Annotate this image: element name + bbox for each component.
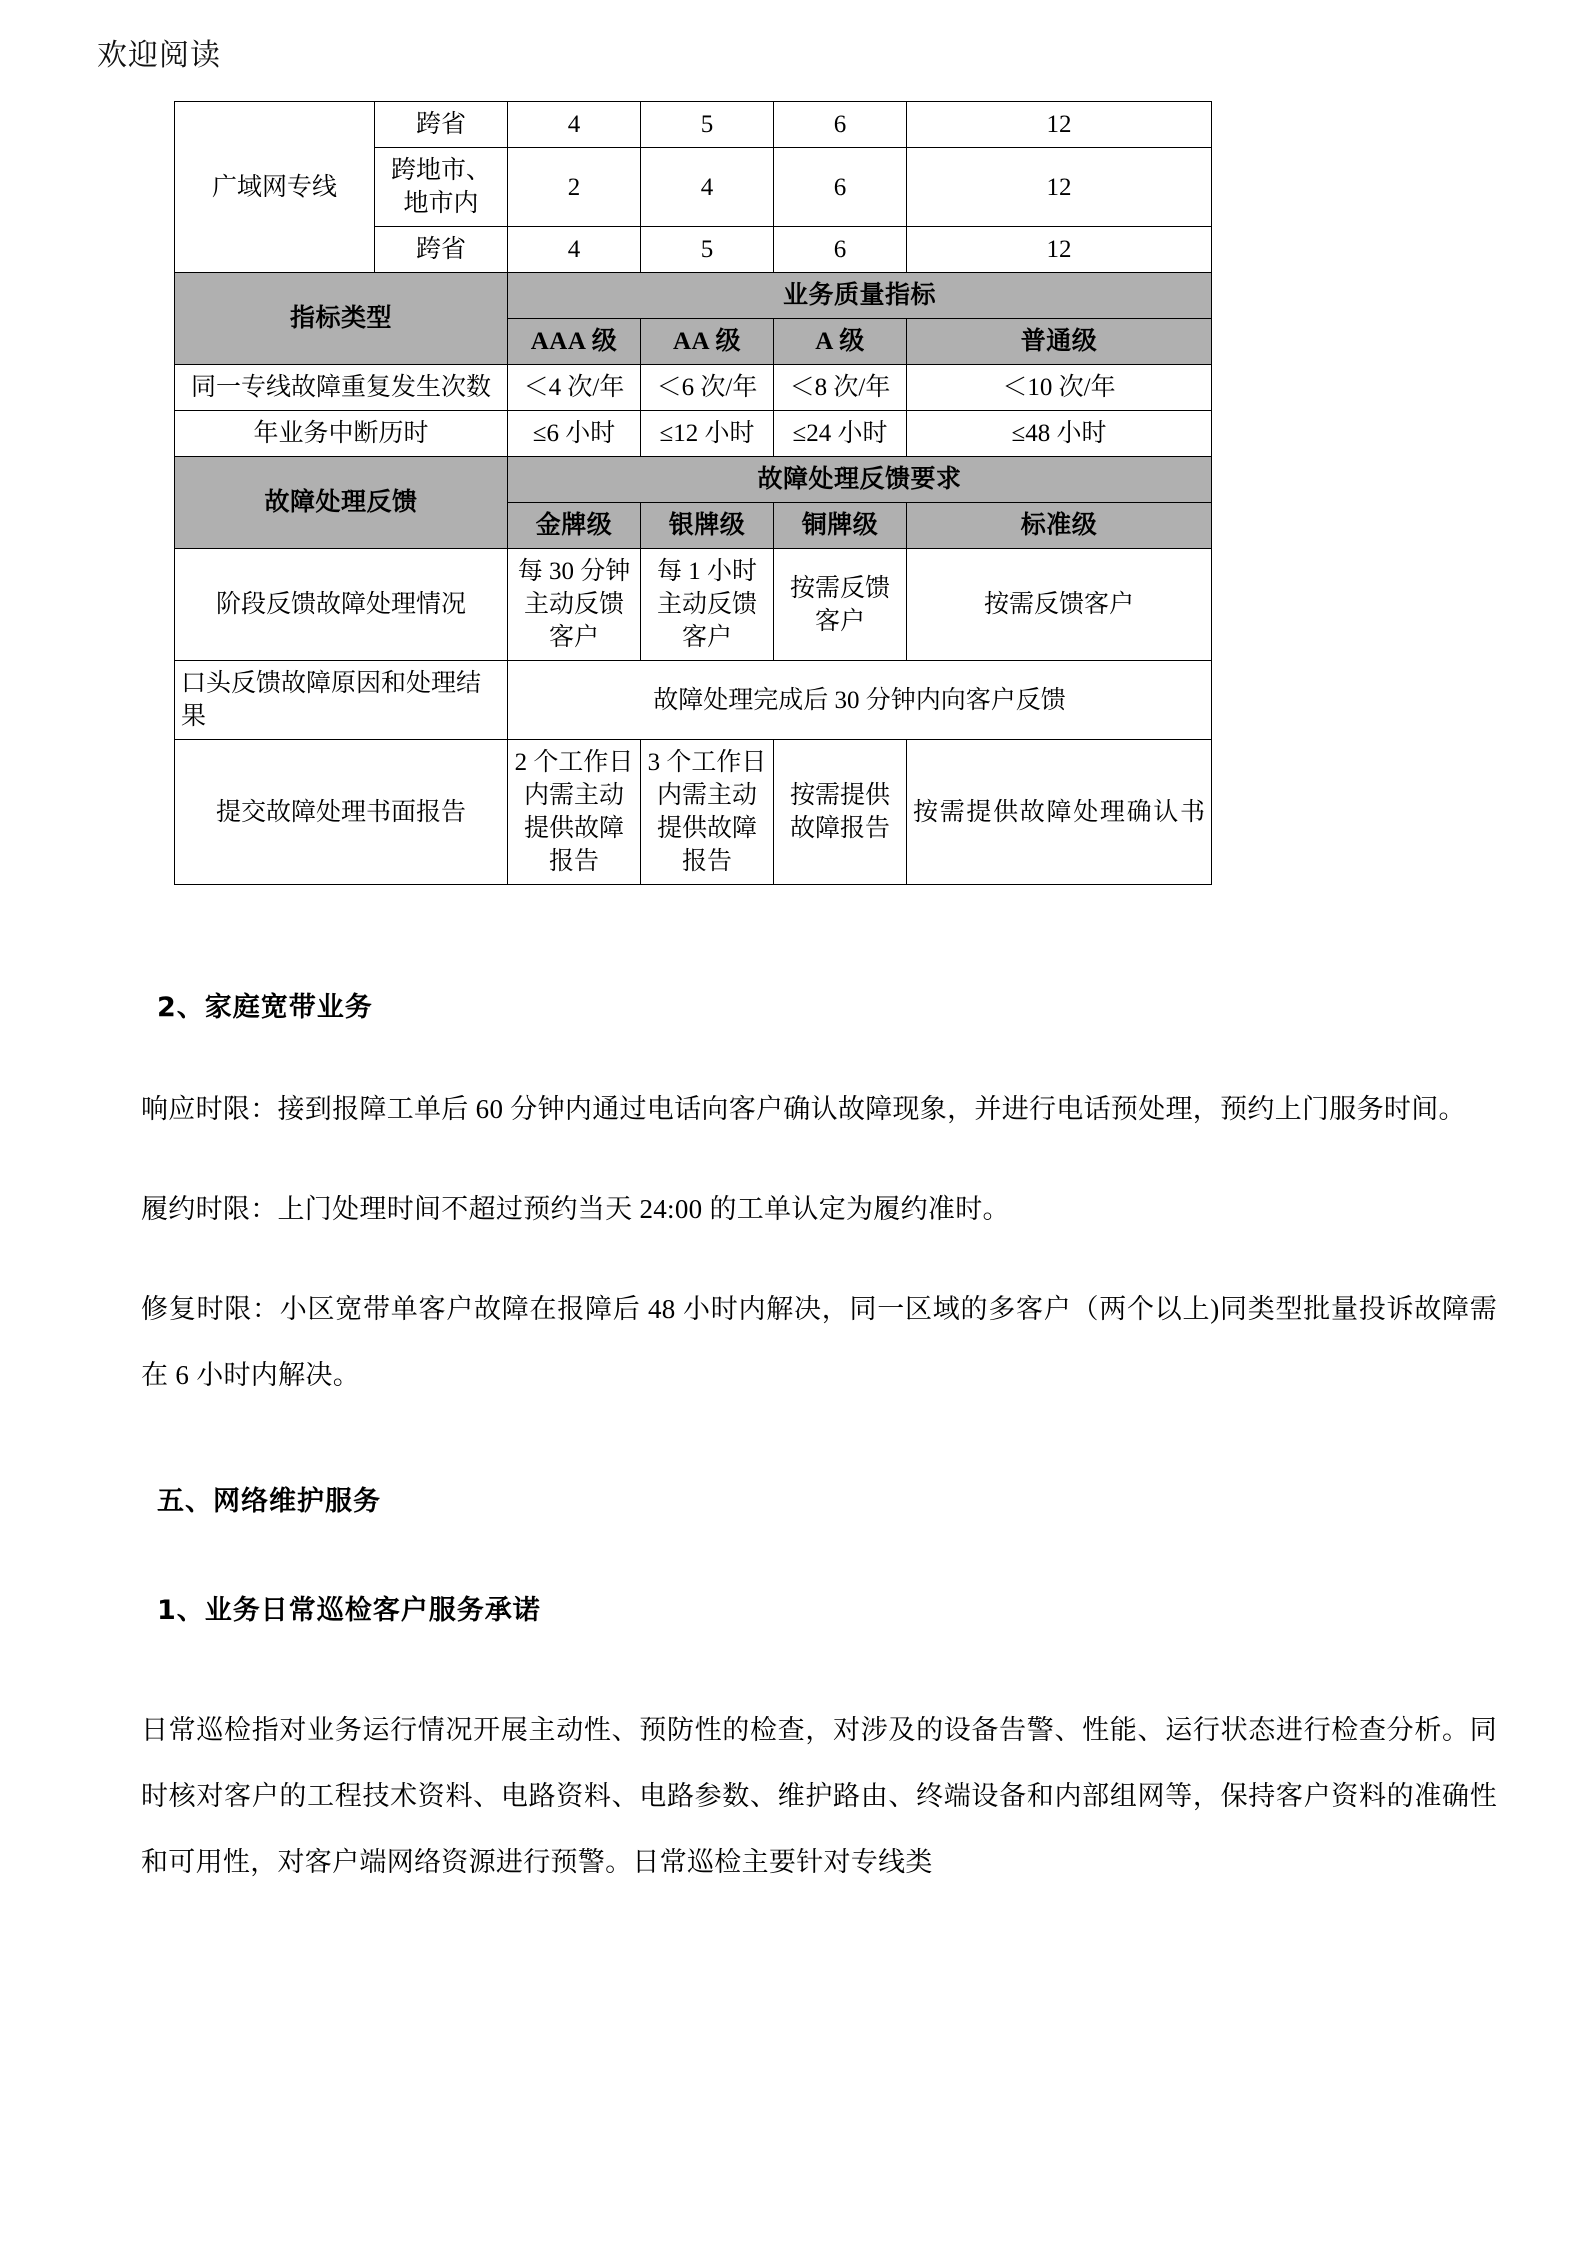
wan-value-cell: 12: [907, 102, 1212, 148]
document-body: [97, 985, 1497, 1895]
feedback-item-value: 每 1 小时主动反馈客户: [641, 549, 774, 661]
quality-metric-value: ≤48 小时: [907, 411, 1212, 457]
quality-level-header: AAA 级: [508, 319, 641, 365]
table-row: [175, 661, 1212, 740]
feedback-item-label: 口头反馈故障原因和处理结果: [175, 661, 508, 740]
feedback-item-value: 按需提供故障处理确认书: [907, 740, 1212, 885]
wan-scope-cell: 跨地市、地市内: [375, 148, 508, 227]
table-row: [175, 740, 1212, 885]
feedback-level-header: 铜牌级: [774, 503, 907, 549]
feedback-level-header: 银牌级: [641, 503, 774, 549]
table-header-row-quality: [175, 273, 1212, 319]
table-header-row-feedback: [175, 457, 1212, 503]
wan-value-cell: 5: [641, 227, 774, 273]
feedback-item-label: 阶段反馈故障处理情况: [175, 549, 508, 661]
quality-metric-value: ＜6 次/年: [641, 365, 774, 411]
feedback-item-value: 3 个工作日内需主动提供故障报告: [641, 740, 774, 885]
feedback-item-value: 2 个工作日内需主动提供故障报告: [508, 740, 641, 885]
wan-value-cell: 12: [907, 227, 1212, 273]
table-row: [175, 411, 1212, 457]
feedback-item-value: 按需反馈客户: [907, 549, 1212, 661]
quality-level-header: 普通级: [907, 319, 1212, 365]
quality-metric-label: 年业务中断历时: [175, 411, 508, 457]
quality-group-header: 业务质量指标: [508, 273, 1212, 319]
table-row: [175, 102, 1212, 148]
heading-home-broadband: 2、家庭宽带业务: [157, 992, 373, 1023]
wan-value-cell: 6: [774, 148, 907, 227]
feedback-item-value: 按需提供故障报告: [774, 740, 907, 885]
paragraph-fulfilment-time: 履约时限：上门处理时间不超过预约当天 24:00 的工单认定为履约准时。: [141, 1194, 1010, 1225]
wan-value-cell: 2: [508, 148, 641, 227]
wan-value-cell: 6: [774, 227, 907, 273]
wan-value-cell: 4: [508, 227, 641, 273]
wan-value-cell: 4: [641, 148, 774, 227]
paragraph-response-time: 响应时限：接到报障工单后 60 分钟内通过电话向客户确认故障现象，并进行电话预处理，预约上门服务时间。: [141, 1094, 1466, 1124]
feedback-level-header: 标准级: [907, 503, 1212, 549]
quality-metric-value: ≤6 小时: [508, 411, 641, 457]
wan-category-cell: 广域网专线: [175, 102, 375, 273]
wan-value-cell: 4: [508, 102, 641, 148]
quality-metric-value: ＜10 次/年: [907, 365, 1212, 411]
feedback-item-value: 按需反馈客户: [774, 549, 907, 661]
quality-metric-value: ＜8 次/年: [774, 365, 907, 411]
table-row: [175, 549, 1212, 661]
quality-metric-value: ≤12 小时: [641, 411, 774, 457]
feedback-item-value: 每 30 分钟主动反馈客户: [508, 549, 641, 661]
feedback-item-merged-value: 故障处理完成后 30 分钟内向客户反馈: [508, 661, 1212, 740]
wan-scope-cell: 跨省: [375, 227, 508, 273]
sla-table-container: [174, 101, 1211, 885]
sla-table: [174, 101, 1212, 885]
paragraph-daily-inspection: 日常巡检指对业务运行情况开展主动性、预防性的检查，对涉及的设备告警、性能、运行状态进行检查分析。同时核对客户的工程技术资料、电路资料、电路参数、维护路由、终端设备和内部组网等，保持客户资料的准确性和可用性，对客户端网络资源进行预警。日常巡检主要针对专线类: [141, 1714, 1497, 1877]
heading-network-maintenance: 五、网络维护服务: [157, 1485, 381, 1517]
quality-level-header: AA 级: [641, 319, 774, 365]
wan-scope-cell: 跨省: [375, 102, 508, 148]
page-header-text: 欢迎阅读: [97, 38, 221, 73]
heading-daily-inspection-commitment: 1、业务日常巡检客户服务承诺: [157, 1594, 541, 1626]
paragraph-repair-time: 修复时限：小区宽带单客户故障在报障后 48 小时内解决，同一区域的多客户（两个以上)同类型批量投诉故障需在 6 小时内解决。: [141, 1294, 1497, 1391]
quality-type-header: 指标类型: [175, 273, 508, 365]
wan-value-cell: 12: [907, 148, 1212, 227]
feedback-group-header: 故障处理反馈要求: [508, 457, 1212, 503]
feedback-level-header: 金牌级: [508, 503, 641, 549]
feedback-item-label: 提交故障处理书面报告: [175, 740, 508, 885]
wan-value-cell: 5: [641, 102, 774, 148]
quality-metric-value: ＜4 次/年: [508, 365, 641, 411]
quality-metric-label: 同一专线故障重复发生次数: [175, 365, 508, 411]
quality-level-header: A 级: [774, 319, 907, 365]
table-row: [175, 365, 1212, 411]
quality-metric-value: ≤24 小时: [774, 411, 907, 457]
feedback-type-header: 故障处理反馈: [175, 457, 508, 549]
wan-value-cell: 6: [774, 102, 907, 148]
